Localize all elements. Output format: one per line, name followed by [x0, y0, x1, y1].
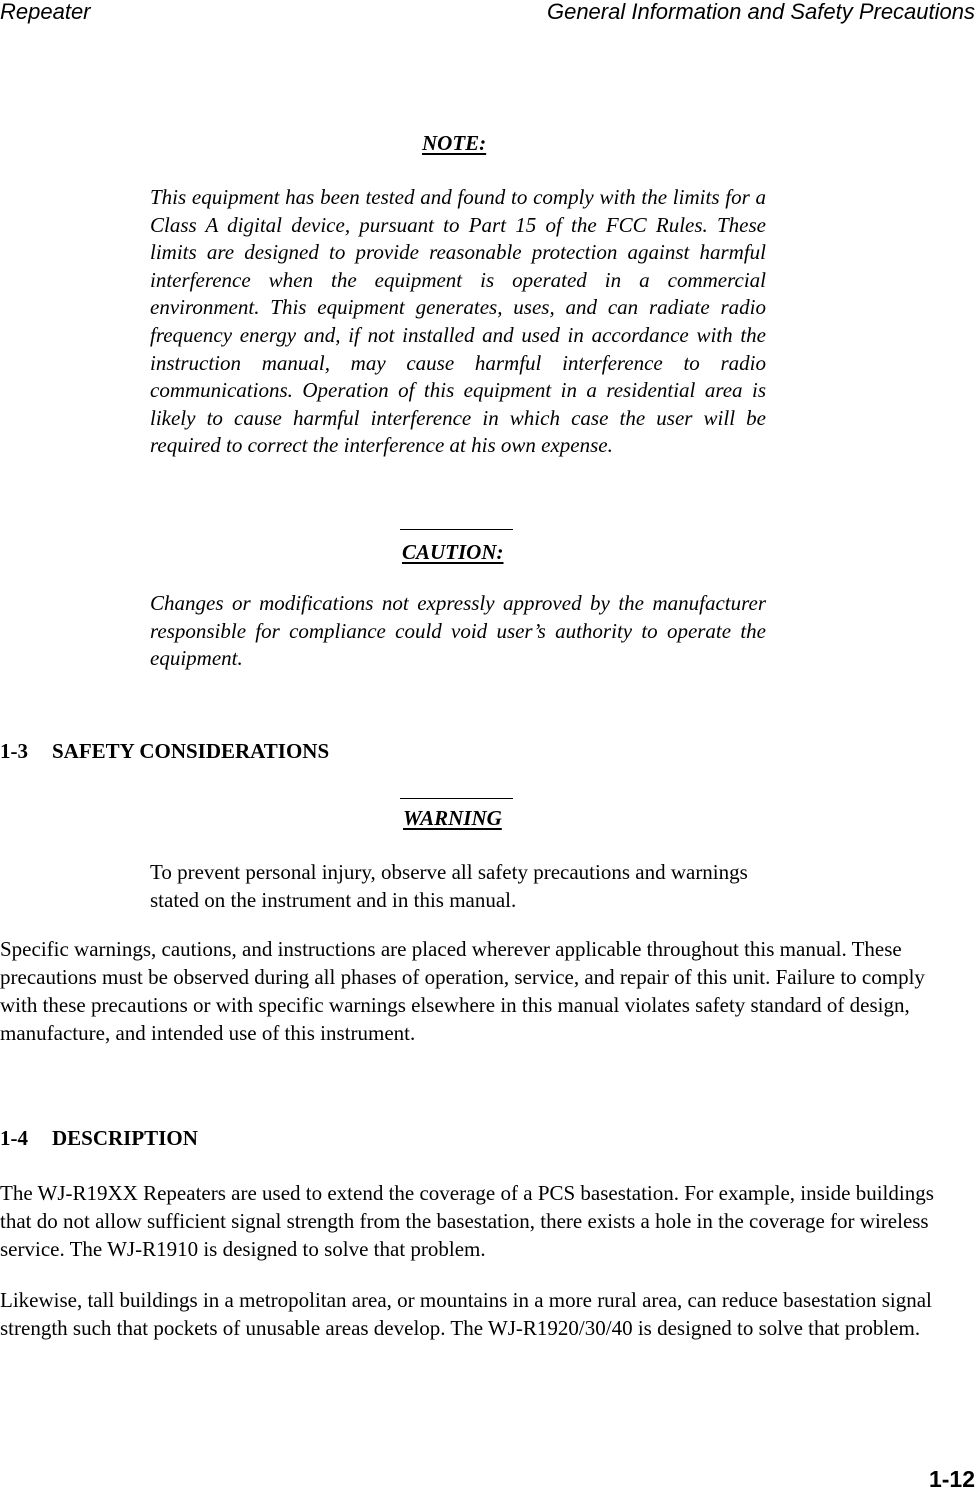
header-right-title: General Information and Safety Precautions [546, 0, 975, 24]
safety-section-number: 1-3 [0, 739, 28, 763]
note-label: NOTE: [422, 131, 487, 155]
description-paragraph-2: Likewise, tall buildings in a metropolitan area, or mountains in a more rural area, can reduce basestation signal strength such that pockets of unusable areas develop. The WJ-R1920/30/40 is designed to solve that problem. [0, 1288, 932, 1340]
header-left-title: Repeater [0, 0, 91, 24]
description-paragraph-1: The WJ-R19XX Repeaters are used to extend the coverage of a PCS basestation. For example, inside buildings that do not allow sufficient signal strength from the basestation, there exists a hole in the coverage for wireless service. The WJ-R1910 is designed to solve that problem. [0, 1181, 934, 1261]
warning-divider [400, 798, 513, 799]
caution-label: CAUTION: [402, 540, 504, 564]
safety-section-title: SAFETY CONSIDERATIONS [52, 739, 330, 763]
description-section-title: DESCRIPTION [52, 1126, 198, 1150]
safety-section-heading [0, 739, 329, 763]
caution-divider [400, 529, 513, 530]
warning-label: WARNING [403, 806, 502, 830]
note-text: This equipment has been tested and found to comply with the limits for a Class A digital device, pursuant to Part 15 of the FCC Rules. These limits are designed to provide reasonable protection against harmful interference when the equipment is operated in a commercial environment. This equipment generates, uses, and can radiate radio frequency energy and, if not installed and used in accordance with the instruction manual, may cause harmful interference to radio communications. Operation of this equipment in a residential area is likely to cause harmful interference in which case the user will be required to correct the interference at his own expense. [150, 185, 766, 458]
description-section-heading [0, 1126, 198, 1150]
caution-text: Changes or modifications not expressly approved by the manufacturer responsible for compliance could void user’s authority to operate the equipment. [150, 591, 766, 671]
page-number: 1-12 [928, 1466, 975, 1492]
description-section-number: 1-4 [0, 1126, 28, 1150]
warning-text: To prevent personal injury, observe all safety precautions and warnings stated on the instrument and in this manual. [150, 860, 748, 912]
safety-paragraph: Specific warnings, cautions, and instructions are placed wherever applicable throughout this manual. These precautions must be observed during all phases of operation, service, and repair of this unit. Failure to comply with these precautions or with specific warnings elsewhere in this manual violates safety standard of design, manufacture, and intended use of this instrument. [0, 937, 925, 1045]
